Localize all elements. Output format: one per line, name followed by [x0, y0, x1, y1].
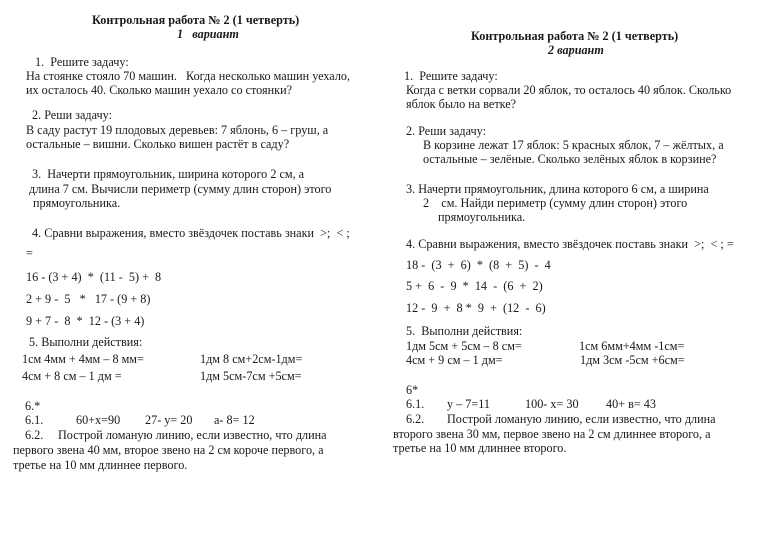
- v1-expression: 9 + 7 - 8 * 12 - (3 + 4): [26, 314, 145, 328]
- v2-task6-1-label: 6.1.: [406, 397, 425, 411]
- v2-task6-2-label: 6.2.: [406, 412, 425, 426]
- v2-task3-line: прямоугольника.: [438, 210, 526, 224]
- v1-equation: a- 8= 12: [214, 413, 255, 427]
- v2-task3-line: 2 см. Найди периметр (сумму длин сторон) этого: [423, 196, 688, 210]
- v2-task6-2-line: второго звена 30 мм, первое звено на 2 см длиннее второго, а: [393, 427, 711, 441]
- v1-expression: 16 - (3 + 4) * (11 - 5) + 8: [26, 270, 162, 284]
- v1-equation: 27- y= 20: [145, 413, 193, 427]
- v2-expression: 18 - (3 + 6) * (8 + 5) - 4: [406, 258, 551, 272]
- v2-task2-line: остальные – зелёные. Сколько зелёных яблок в корзине?: [423, 152, 717, 166]
- variant-1-title: Контрольная работа № 2 (1 четверть): [92, 13, 300, 27]
- v2-task5-cell: 4см + 9 см – 1 дм=: [406, 353, 503, 367]
- v1-task3-line: 3. Начерти прямоугольник, ширина которого 2 см, а: [32, 167, 305, 181]
- v1-task5-cell: 1см 4мм + 4мм – 8 мм=: [22, 352, 144, 366]
- v1-task1-line: На стоянке стояло 70 машин. Когда несколько машин уехало,: [26, 69, 351, 83]
- v2-task5-heading: 5. Выполни действия:: [406, 324, 523, 338]
- v2-equation: у – 7=11: [447, 397, 490, 411]
- variant-1-subtitle: 1 вариант: [177, 27, 239, 41]
- v1-task2-line: остальные – вишни. Сколько вишен растёт в саду?: [26, 137, 290, 151]
- v1-task1-heading: 1. Решите задачу:: [35, 55, 129, 69]
- v1-task6-2-line: первого звена 40 мм, второе звено на 2 см короче первого, а: [13, 443, 324, 457]
- v2-task5-cell: 1дм 3см -5см +6см=: [580, 353, 685, 367]
- v2-task2-heading: 2. Реши задачу:: [406, 124, 486, 138]
- v2-task6-2-line: третье на 10 мм длиннее второго.: [393, 441, 567, 455]
- v2-task1-line: яблок было на ветке?: [406, 97, 517, 111]
- v2-task6-2-line: Построй ломаную линию, если известно, что длина: [447, 412, 716, 426]
- v1-task6-heading: 6.*: [25, 399, 41, 413]
- v2-task2-line: В корзине лежат 17 яблок: 5 красных яблок, 7 – жёлтых, а: [423, 138, 724, 152]
- v1-equation: 60+x=90: [76, 413, 121, 427]
- v1-task6-2-line: Построй ломаную линию, если известно, что длина: [58, 428, 327, 442]
- v2-equation: 40+ в= 43: [606, 397, 656, 411]
- v2-task5-cell: 1см 6мм+4мм -1см=: [579, 339, 685, 353]
- v2-task1-heading: 1. Решите задачу:: [404, 69, 498, 83]
- v2-task4-heading: 4. Сравни выражения, вместо звёздочек поставь знаки >; < ; =: [406, 237, 734, 251]
- v1-task5-cell: 4см + 8 см – 1 дм =: [22, 369, 122, 383]
- v2-task3-line: 3. Начерти прямоугольник, длина которого 6 см, а ширина: [406, 182, 709, 196]
- v2-expression: 12 - 9 + 8 * 9 + (12 - 6): [406, 301, 546, 315]
- v1-task3-line: прямоугольника.: [33, 196, 121, 210]
- v1-expression: 2 + 9 - 5 * 17 - (9 + 8): [26, 292, 151, 306]
- v2-task1-line: Когда с ветки сорвали 20 яблок, то осталось 40 яблок. Сколько: [406, 83, 732, 97]
- v1-task3-line: длина 7 см. Вычисли периметр (сумму длин сторон) этого: [29, 182, 332, 196]
- v2-equation: 100- х= 30: [525, 397, 579, 411]
- v1-task5-cell: 1дм 8 см+2см-1дм=: [200, 352, 303, 366]
- v1-task6-2-line: третье на 10 мм длиннее первого.: [13, 458, 188, 472]
- v1-task5-heading: 5. Выполни действия:: [29, 335, 143, 349]
- v1-task2-line: В саду растут 19 плодовых деревьев: 7 яблонь, 6 – груш, а: [26, 123, 329, 137]
- v1-task1-line: их осталось 40. Сколько машин уехало со стоянки?: [26, 83, 293, 97]
- v2-expression: 5 + 6 - 9 * 14 - (6 + 2): [406, 279, 543, 293]
- v2-task6-heading: 6*: [406, 383, 419, 397]
- v1-task4-heading: 4. Сравни выражения, вместо звёздочек поставь знаки >; < ;: [32, 226, 350, 240]
- v1-task5-cell: 1дм 5см-7см +5см=: [200, 369, 302, 383]
- v1-task2-heading: 2. Реши задачу:: [32, 108, 112, 122]
- variant-2-title: Контрольная работа № 2 (1 четверть): [471, 29, 679, 43]
- v1-task6-2-label: 6.2.: [25, 428, 44, 442]
- variant-2-subtitle: 2 вариант: [548, 43, 604, 57]
- v1-task6-1-label: 6.1.: [25, 413, 44, 427]
- v2-task5-cell: 1дм 5см + 5см – 8 см=: [406, 339, 522, 353]
- v1-task4-heading-cont: =: [26, 246, 33, 260]
